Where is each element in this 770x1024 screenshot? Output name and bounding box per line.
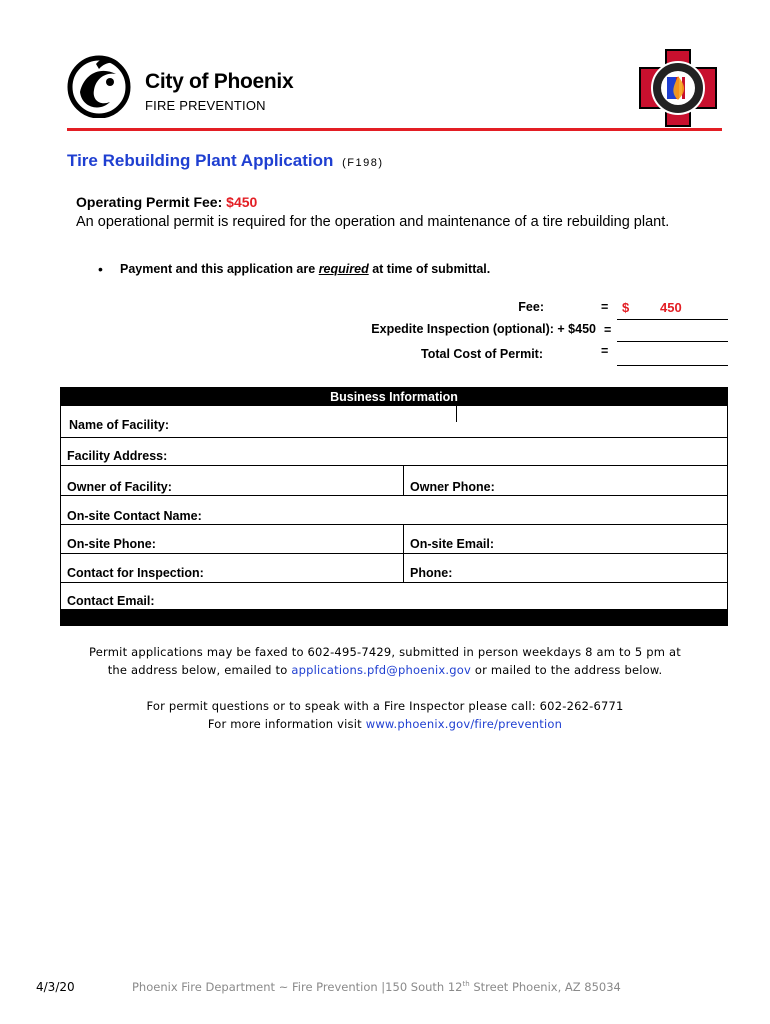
fee-label: Fee:	[518, 300, 544, 314]
business-information-table	[60, 387, 728, 626]
payment-note: Payment and this application are required at time of submittal.	[120, 262, 491, 276]
info-line-1: Permit applications may be faxed to 602-495-7429, submitted in person weekdays 8 am to 5 pm at	[89, 645, 681, 659]
onsite-contact-name-field[interactable]	[61, 495, 727, 524]
header-divider	[67, 128, 722, 131]
info-line-4: For more information visit www.phoenix.gov/fire/prevention	[207, 717, 563, 731]
bullet: •	[98, 261, 103, 277]
column-divider	[403, 524, 404, 582]
footer-date: 4/3/20	[36, 980, 75, 994]
fire-department-badge-icon	[636, 46, 720, 130]
table-footer-bar	[61, 609, 727, 625]
form-code: (F198)	[342, 157, 384, 169]
total-cost-label: Total Cost of Permit:	[421, 347, 543, 361]
info-line-2: the address below, emailed to applications.pfd@phoenix.gov or mailed to the address below.	[107, 663, 663, 677]
facility-address-label: Facility Address:	[67, 449, 168, 463]
page-title: Tire Rebuilding Plant Application (F198)	[67, 151, 384, 170]
owner-row	[61, 465, 727, 495]
total-cost-input[interactable]	[617, 365, 728, 366]
info-line-3: For permit questions or to speak with a Fire Inspector please call: 602-262-6771	[146, 699, 624, 713]
brand-subtitle: FIRE PREVENTION	[145, 98, 266, 113]
expedite-input[interactable]	[617, 341, 728, 342]
fee-dollar-sign: $	[622, 300, 630, 315]
owner-of-facility-label: Owner of Facility:	[67, 480, 172, 494]
onsite-phone-email-row	[61, 524, 727, 553]
permit-description: An operational permit is required for the operation and maintenance of a tire rebuilding plant.	[76, 214, 670, 230]
fee-value: 450	[660, 300, 682, 315]
expedite-equals: =	[604, 323, 612, 337]
phoenix-bird-logo-icon	[66, 52, 132, 118]
name-of-facility-field[interactable]	[61, 406, 727, 437]
business-information-header: Business Information	[61, 388, 727, 406]
total-equals: =	[601, 344, 609, 358]
email-link[interactable]: applications.pfd@phoenix.gov	[291, 663, 471, 677]
fee-amount: $450	[226, 194, 258, 210]
facility-address-field[interactable]	[61, 437, 727, 465]
onsite-contact-name-label: On-site Contact Name:	[67, 509, 202, 523]
onsite-phone-label: On-site Phone:	[67, 537, 156, 551]
inspection-contact-row	[61, 553, 727, 582]
contact-email-label: Contact Email:	[67, 594, 155, 608]
contact-email-field[interactable]	[61, 582, 727, 611]
column-divider	[403, 465, 404, 495]
name-of-facility-label: Name of Facility:	[69, 418, 170, 432]
owner-phone-label: Owner Phone:	[410, 480, 495, 494]
fee-equals: =	[601, 300, 609, 314]
contact-for-inspection-label: Contact for Inspection:	[67, 566, 204, 580]
onsite-email-label: On-site Email:	[410, 537, 495, 551]
footer-address: Phoenix Fire Department ~ Fire Prevention |150 South 12th Street Phoenix, AZ 85034	[132, 980, 621, 994]
phone-label: Phone:	[410, 566, 453, 580]
operating-permit-fee: Operating Permit Fee: $450	[76, 194, 258, 210]
website-link[interactable]: www.phoenix.gov/fire/prevention	[365, 717, 563, 731]
brand-name: City of Phoenix	[145, 70, 294, 93]
fee-input-line	[617, 319, 728, 320]
expedite-label: Expedite Inspection (optional): + $450	[371, 322, 596, 336]
